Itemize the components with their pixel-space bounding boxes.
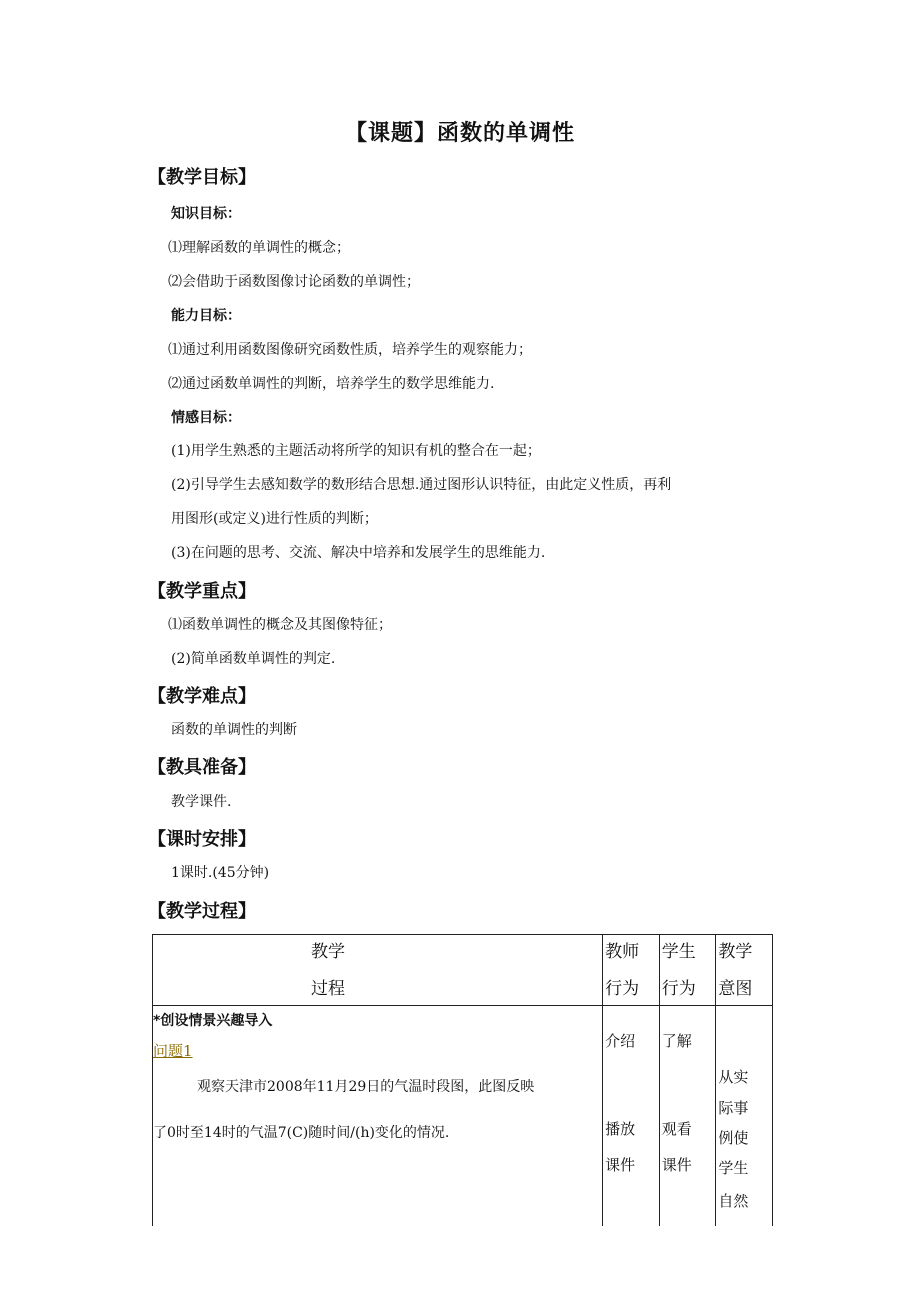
section-difficulties: 【教学难点】 xyxy=(148,686,256,707)
emotion-objective-1: (1)用学生熟悉的主题活动将所学的知识有机的整合在一起； xyxy=(171,443,541,459)
header-process-line-1: 教学 xyxy=(311,942,345,962)
section-tools: 【教具准备】 xyxy=(148,757,256,778)
intent-cell xyxy=(716,1006,773,1227)
header-intent-line-1: 教学 xyxy=(718,942,753,962)
problem-text-line-1: 观察天津市2008年11月29日的气温时段图，此图反映 xyxy=(197,1079,535,1095)
student-action-2: 观看 xyxy=(661,1120,692,1138)
table-header-row xyxy=(153,935,773,1006)
knowledge-objectives-label: 知识目标： xyxy=(171,206,241,222)
knowledge-objective-2: ⑵会借助于函数图像讨论函数的单调性； xyxy=(168,274,420,290)
tools-1: 教学课件. xyxy=(171,794,232,810)
table-row xyxy=(153,1006,773,1227)
section-schedule: 【课时安排】 xyxy=(148,829,256,850)
header-student-line-1: 学生 xyxy=(661,942,696,962)
intent-line-2: 际事 xyxy=(718,1099,749,1117)
section-objectives: 【教学目标】 xyxy=(148,167,256,188)
ability-objectives-label: 能力目标： xyxy=(171,308,241,324)
intent-line-5: 自然 xyxy=(718,1192,749,1210)
header-process-line-2: 过程 xyxy=(311,979,345,999)
stage-title: *创设情景兴趣导入 xyxy=(153,1013,273,1029)
intent-line-1: 从实 xyxy=(718,1068,749,1086)
ability-objective-1: ⑴通过利用函数图像研究函数性质，培养学生的观察能力； xyxy=(168,342,532,358)
problem-text-line-2: 了0时至14时的气温7(C)随时间/(h)变化的情况. xyxy=(153,1125,450,1141)
section-process: 【教学过程】 xyxy=(148,901,256,922)
teacher-action-1: 介绍 xyxy=(605,1032,636,1050)
intent-line-4: 学生 xyxy=(718,1159,749,1177)
emotion-objective-2b: 用图形(或定义)进行性质的判断； xyxy=(171,511,378,527)
knowledge-objective-1: ⑴理解函数的单调性的概念； xyxy=(168,240,350,256)
header-process-cell xyxy=(153,935,603,1006)
emotion-objective-3: (3)在问题的思考、交流、解决中培养和发展学生的思维能力. xyxy=(171,545,546,561)
lesson-title: 【课题】函数的单调性 xyxy=(344,121,575,146)
header-student-line-2: 行为 xyxy=(661,979,696,999)
header-teacher-cell xyxy=(603,935,660,1006)
emotion-objectives-label: 情感目标： xyxy=(171,410,241,426)
student-action-1: 了解 xyxy=(661,1032,692,1050)
student-action-3: 课件 xyxy=(661,1156,692,1174)
teacher-action-3: 课件 xyxy=(605,1156,636,1174)
ability-objective-2: ⑵通过函数单调性的判断，培养学生的数学思维能力. xyxy=(168,376,495,392)
intent-line-3: 例使 xyxy=(718,1129,749,1147)
student-action-cell xyxy=(659,1006,716,1227)
process-content-cell xyxy=(153,1006,603,1227)
schedule-1: 1课时.(45分钟) xyxy=(171,865,270,881)
teacher-action-cell xyxy=(603,1006,660,1227)
key-point-2: (2)简单函数单调性的判定. xyxy=(171,651,336,667)
header-intent-line-2: 意图 xyxy=(718,979,753,999)
header-intent-cell xyxy=(716,935,773,1006)
key-point-1: ⑴函数单调性的概念及其图像特征； xyxy=(168,617,392,633)
header-student-cell xyxy=(659,935,716,1006)
problem-1-link[interactable]: 问题1 xyxy=(153,1042,193,1060)
teaching-process-table xyxy=(152,934,773,1226)
header-teacher-line-2: 行为 xyxy=(605,979,640,999)
teacher-action-2: 播放 xyxy=(605,1120,636,1138)
emotion-objective-2a: (2)引导学生去感知数学的数形结合思想.通过图形认识特征，由此定义性质，再利 xyxy=(171,477,672,493)
header-teacher-line-1: 教师 xyxy=(605,942,640,962)
difficulty-1: 函数的单调性的判断 xyxy=(171,722,297,738)
section-key-points: 【教学重点】 xyxy=(148,581,256,602)
